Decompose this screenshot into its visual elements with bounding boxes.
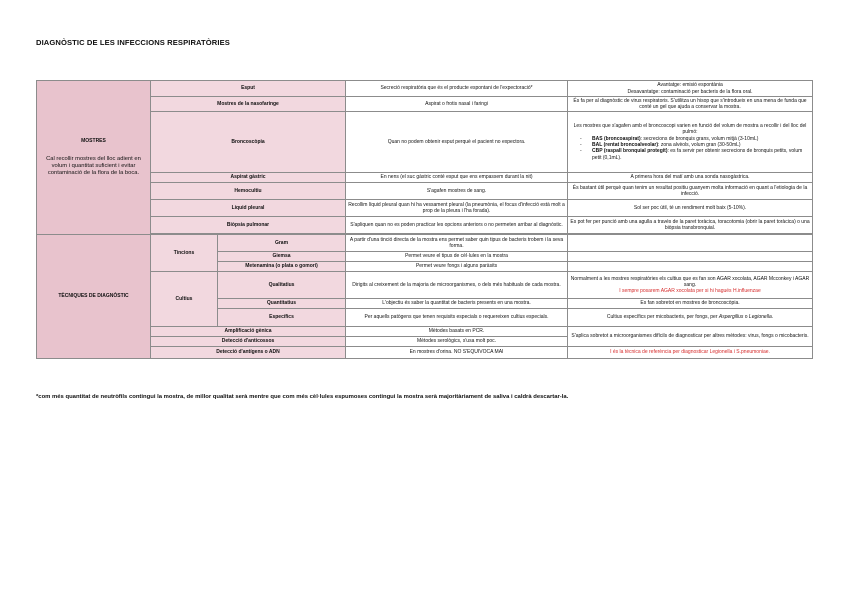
technique-obs-highlight: I sempre posarem AGAR xocolata per si hi hagués H.influenzae: [619, 288, 761, 295]
table-row: [37, 97, 813, 112]
technique-obs-line: Normalment a les mostres respiratòries els cultius que es fan son AGAR xocolata, AGAR Mcconkey i AGAR sang.: [570, 275, 810, 288]
sample-description: En nens (el suc gàstric conté esput que ens empassem durant la nit): [346, 173, 568, 183]
sample-description: S'agafen mostres de sang.: [346, 183, 568, 200]
technique-name: Amplificació gènica: [151, 327, 346, 337]
section-tecniques: TÈCNIQUES DE DIAGNÒSTIC: [37, 235, 151, 359]
technique-observations: [568, 235, 813, 252]
sample-observations: És bastant útil perquè quan tenim un resultat positiu guanyem molta informació en quant a l'etiologia de la infecció.: [568, 183, 813, 200]
sample-observations: És fa per al diagnòstic de virus respiratoris. S'utilitza un hisop que s'introdueix en una mena de funda que conté un gel que ajuda a conservar la mostra.: [568, 97, 813, 112]
list-item: [592, 148, 810, 161]
technique-description: Permet veure el tipus de cèl·lules en la mostra: [346, 252, 568, 262]
technique-description: A partir d'una tinció directa de la mostra ens permet saber quin tipus de bacteris trobem i la seva forma.: [346, 235, 568, 252]
sample-name: Biòpsia pulmonar: [151, 217, 346, 234]
sample-obs-intro: Les mostres que s'agafen amb el broncoscopi varien en funció del volum de mostra a recollir i del lloc del pulmó:: [573, 123, 807, 136]
technique-name: Gram: [218, 235, 346, 252]
sample-name: Aspirat gàstric: [151, 173, 346, 183]
sample-obs-line: Desavantatge: contaminació per bacteris de la flora oral.: [627, 88, 753, 95]
group-tincions: Tincions: [151, 235, 218, 272]
technique-description: L'objectiu és saber la quantitat de bacteris presents en una mostra.: [346, 299, 568, 309]
sample-description: Aspirat o frotis nasal i faringi: [346, 97, 568, 112]
table-row: [37, 112, 813, 173]
technique-observations: [568, 252, 813, 262]
obs-italic: Aspergillus: [718, 314, 744, 321]
sample-description: Secreció respiratòria que és el producte espontani de l'expectoració*: [346, 81, 568, 97]
table-row: [37, 200, 813, 217]
technique-observations: [568, 262, 813, 272]
footnote: *com més quantitat de neutròfils contingui la mostra, de millor qualitat serà mentre que com més cèl·lules espumoses contingui la mostra serà majoritàriament de saliva i caldrà descartar-la.: [36, 394, 569, 400]
sample-name: Hemocultiu: [151, 183, 346, 200]
list-term: BAL (rentat broncoalveolar): [592, 142, 659, 148]
technique-name: Metenamina (o plata o gomori): [218, 262, 346, 272]
technique-description: Dirigits al creixement de la majoria de microorganismes, o dels més habituals de cada mostra.: [346, 272, 568, 299]
list-term: BAS (broncoaspirat): [592, 135, 641, 142]
technique-observations: [568, 272, 813, 299]
obs-text: Cultius específics per micobacteris, per fongs, per: [606, 314, 719, 321]
table-row: [37, 81, 813, 97]
technique-description: En mostres d'orina. NO S'EQUIVOCA MAI: [346, 347, 568, 359]
section-mostres: [37, 81, 151, 235]
sample-name: Líquid pleural: [151, 200, 346, 217]
technique-name: Detecció d'anticossos: [151, 337, 346, 347]
list-text: : secrecions de bronquis grans, volum mitjà (3-10mL): [640, 135, 759, 142]
diagnosis-table: [36, 80, 813, 359]
sample-name: Broncoscòpia: [151, 112, 346, 173]
sample-description: Recollim líquid pleural quan hi ha vessament pleural (la pneumònia, el focus d'infecció està molt a prop de la pleura i l'ha forada).: [346, 200, 568, 217]
sample-observations: Es pot fer per punció amb una agulla a través de la paret toràcica, toracotomia (obrir la paret toràcica) o una biòpsia transbronquial.: [568, 217, 813, 234]
group-cultius: Cultius: [151, 272, 218, 327]
technique-name: Quantitatius: [218, 299, 346, 309]
technique-description: Per aquells patògens que tenen requisits especials o requereixen cultius especials.: [346, 309, 568, 327]
sample-name: Mostres de la nasofaringe: [151, 97, 346, 112]
table-row: [37, 183, 813, 200]
sample-observations: [568, 81, 813, 97]
technique-description: Permet veure fongs i alguns paràsits: [346, 262, 568, 272]
list-text: : zona alvèols, volum gran (30-50mL): [658, 142, 741, 148]
technique-name: Específics: [218, 309, 346, 327]
list-text: : es fa servir per obtenir secrecions de bronquis petits, volum petit (0,1mL).: [592, 148, 803, 161]
technique-observations: [568, 309, 813, 327]
technique-description: Mètodes serològics, s'usa molt poc.: [346, 337, 568, 347]
technique-description: Mètodes basats en PCR.: [346, 327, 568, 337]
technique-observations: Es fan sobretot en mostres de broncoscòpia.: [568, 299, 813, 309]
list-term: CBP (raspall bronquial protegit): [592, 148, 668, 155]
table-row: [37, 272, 813, 299]
table-row: [37, 327, 813, 337]
table-row: [37, 235, 813, 252]
obs-text: o: [743, 314, 749, 321]
obs-italic: Legionella: [748, 314, 772, 321]
technique-name: Giemsa: [218, 252, 346, 262]
section-note-mostres: Cal recollir mostres del lloc adient en volum i quantitat suficient i evitar contaminació de la flora de la boca.: [46, 155, 141, 177]
table-row: [37, 347, 813, 359]
sample-name: Esput: [151, 81, 346, 97]
document-title: DIAGNÒSTIC DE LES INFECCIONS RESPIRATÒRIES: [36, 38, 230, 47]
sample-observations: Sol ser poc útil, té un rendiment molt baix (5-10%).: [568, 200, 813, 217]
technique-observations: I és la tècnica de referència per diagnosticar Legionella i S.pneumoniae.: [568, 347, 813, 359]
sample-description: S'apliquen quan no es poden practicar les opcions anteriors o no permeten arribar al diagnòstic.: [346, 217, 568, 234]
sample-observations: A primera hora del matí amb una sonda nasogàstrica.: [568, 173, 813, 183]
sample-description: Quan no podem obtenir esput perquè el pacient no expectora.: [346, 112, 568, 173]
table-row: [37, 217, 813, 234]
table-row: [37, 173, 813, 183]
technique-observations: S'aplica sobretot a microorganismes difícils de diagnosticar per altres mètodes: virus, fongs o micobacteris.: [568, 327, 813, 347]
section-label-mostres: MOSTRES: [81, 137, 106, 144]
technique-name: Detecció d'antígens o ADN: [151, 347, 346, 359]
bronchoscopy-list: [570, 136, 810, 161]
obs-text: .: [771, 314, 774, 321]
technique-name: Qualitatius: [218, 272, 346, 299]
sample-observations: [568, 112, 813, 173]
sample-obs-line: Avantatge: emisió espontània: [657, 82, 723, 89]
